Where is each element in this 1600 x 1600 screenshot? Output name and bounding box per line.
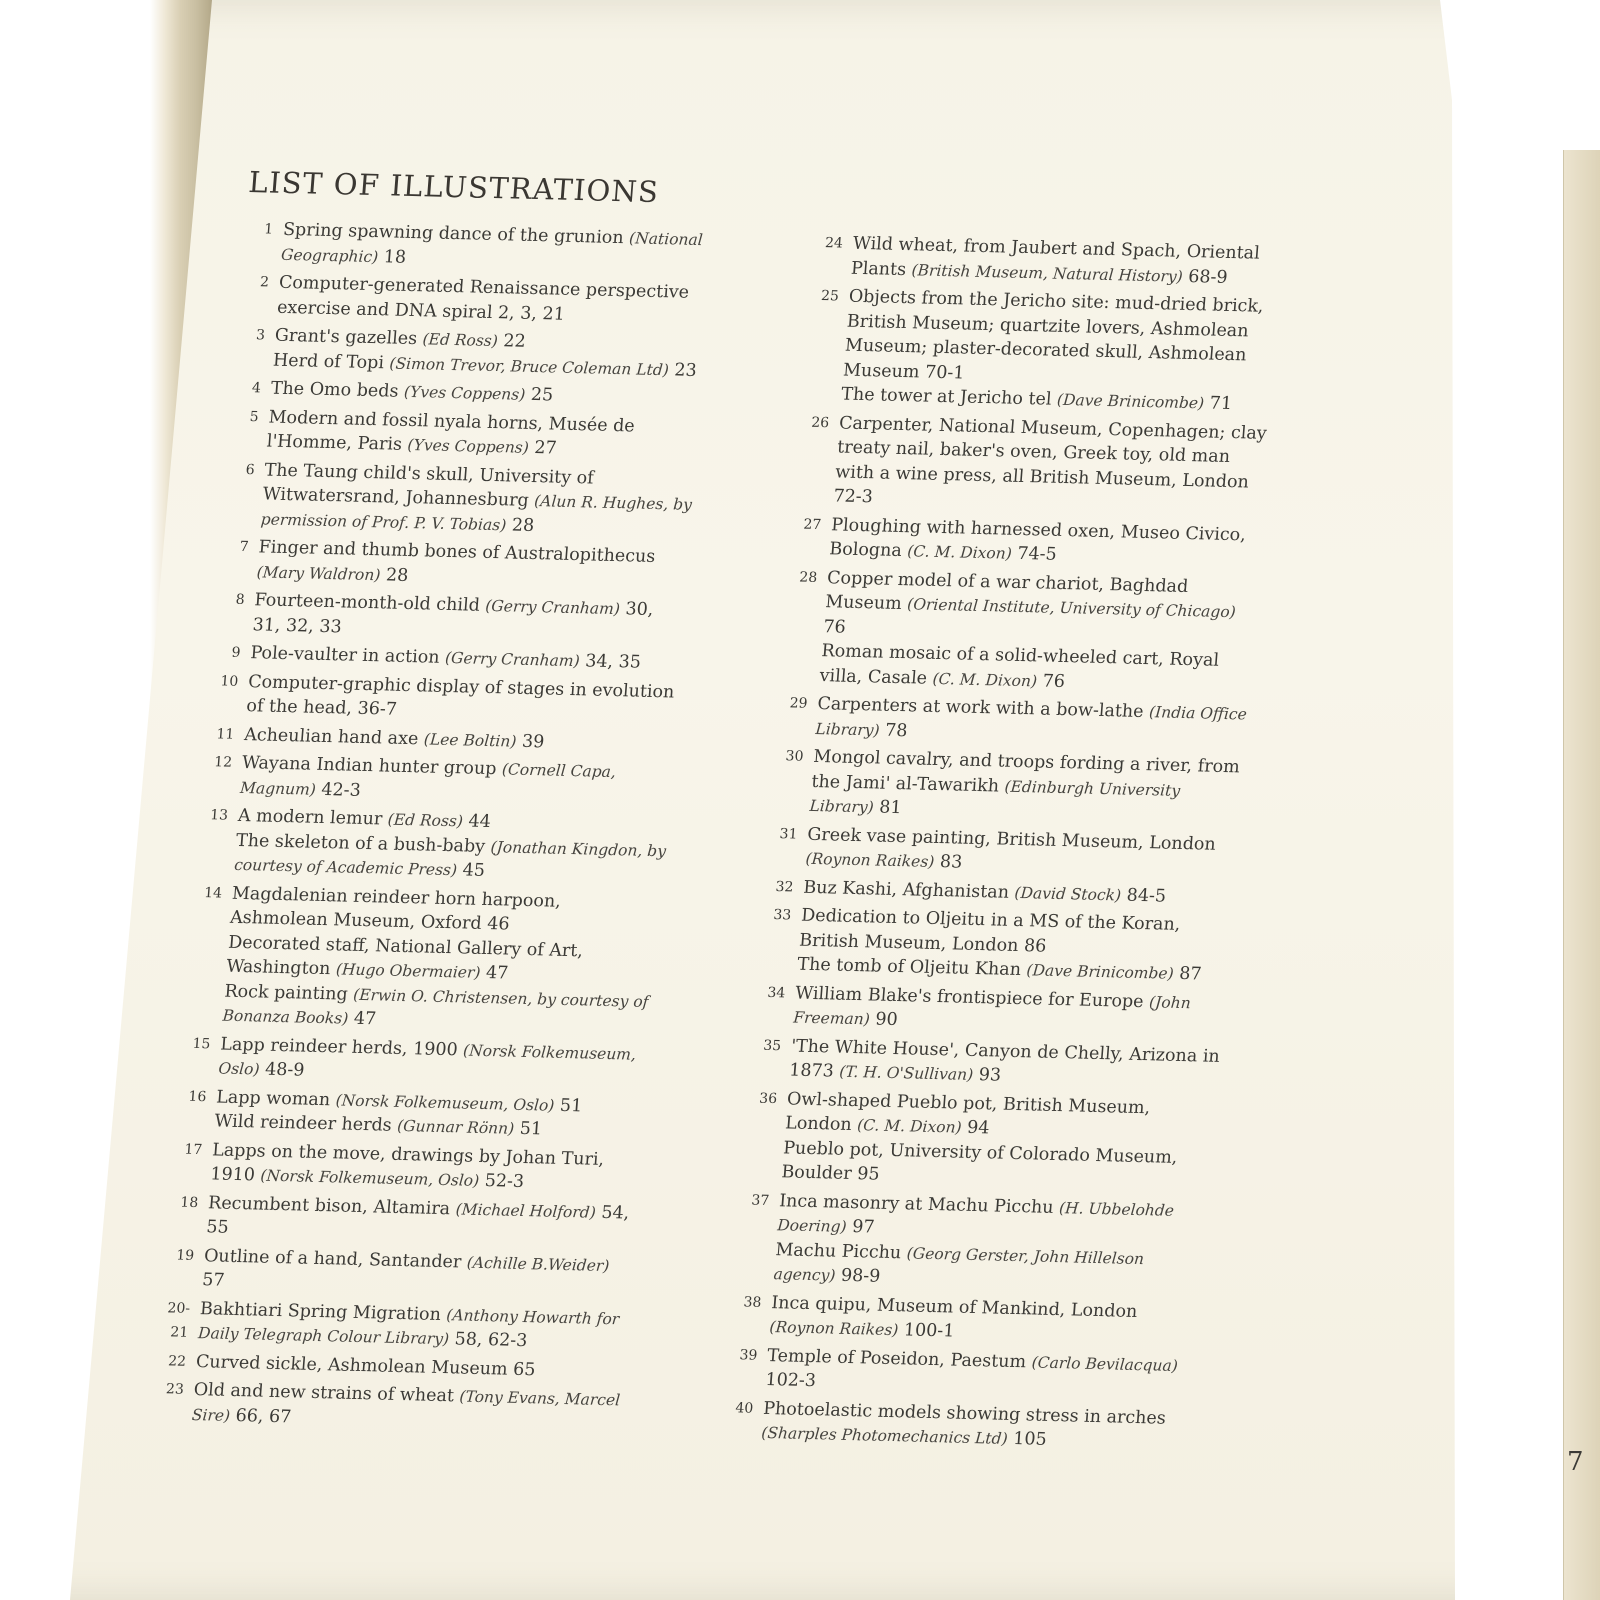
item-pages: 98-9 — [840, 1265, 882, 1287]
item-credit: (Jonathan Kingdon, by courtesy of Academic Press) — [233, 837, 667, 880]
entry-number: 32 — [774, 878, 795, 895]
entry-number: 27 — [802, 516, 822, 533]
illustration-entry — [767, 821, 1241, 881]
entry-number: 34 — [766, 984, 786, 1001]
entry-number: 37 — [750, 1192, 770, 1209]
entry-number: 4 — [251, 380, 262, 397]
item-title: Wild wheat, from Jaubert and Spach, Oriental Plants — [850, 233, 1261, 280]
entry-item — [815, 692, 1251, 751]
item-credit: (Gerry Cranham) — [444, 648, 581, 671]
entry-item — [819, 639, 1255, 698]
item-title: Outline of a hand, Santander — [203, 1245, 463, 1272]
item-title: The tomb of Oljeitu Khan — [796, 954, 1022, 981]
item-credit: (T. H. O'Sullivan) — [838, 1062, 974, 1084]
entry-item — [780, 1136, 1216, 1195]
entry-item — [792, 981, 1228, 1040]
entry-number: 30 — [784, 748, 805, 765]
item-pages: 51 — [518, 1118, 543, 1140]
entry-item — [828, 513, 1264, 572]
item-credit: (John Freeman) — [792, 992, 1192, 1029]
entry-item — [205, 1191, 641, 1250]
item-pages: 100-1 — [903, 1320, 956, 1342]
item-credit: (Michael Holford) — [455, 1199, 597, 1222]
illustration-entry — [802, 284, 1281, 418]
item-pages: 25 — [530, 384, 554, 406]
item-credit: (Gerry Cranham) — [484, 596, 621, 619]
illustration-entry — [812, 231, 1286, 291]
item-credit: (C. M. Dixon) — [906, 542, 1013, 563]
item-title: Acheulian hand axe — [243, 724, 420, 749]
entry-number: 5 — [249, 408, 260, 425]
left-column — [153, 217, 716, 1442]
item-pages: 81 — [878, 797, 903, 819]
item-pages: 68-9 — [1187, 266, 1229, 288]
item-title: Modern and fossil nyala horns, Musée de l'Homme, Paris — [266, 407, 636, 455]
entry-item — [191, 1378, 627, 1437]
page-content — [150, 165, 1450, 1492]
illustration-entry — [777, 691, 1251, 751]
item-credit: (Dave Brinicombe) — [1056, 390, 1205, 413]
entry-item — [765, 1344, 1201, 1403]
illustration-entry — [795, 410, 1272, 519]
illustration-entry — [228, 404, 702, 464]
item-title: Carpenter, National Museum, Copenhagen; clay treaty nail, baker's oven, Greek toy, old man with a wine press, all British Museum, London — [834, 412, 1268, 492]
item-pages: 76 — [1041, 671, 1066, 692]
entry-number: 6 — [245, 461, 256, 478]
item-title: Roman mosaic of a solid-wheeled cart, Royal villa, Casale — [818, 641, 1220, 689]
item-title: Wayana Indian hunter group — [241, 753, 498, 780]
item-title: Fourteen-month-old child — [253, 590, 481, 616]
entry-number: 10 — [219, 672, 239, 690]
illustration-entry — [743, 1086, 1220, 1195]
item-title: Recumbent bison, Altamira — [207, 1192, 451, 1219]
entry-number: 18 — [179, 1194, 199, 1211]
entry-number: 15 — [191, 1035, 212, 1052]
illustration-entry — [754, 980, 1228, 1040]
entry-number: 35 — [762, 1037, 782, 1054]
entry-item — [201, 1244, 637, 1303]
item-credit: (India Office Library) — [814, 703, 1248, 740]
item-title: Bakhtiari Spring Migration — [199, 1298, 442, 1325]
entry-number: 36 — [758, 1090, 778, 1107]
item-credit: (Simon Trevor, Bruce Coleman Ltd) — [388, 353, 670, 379]
entry-item — [833, 411, 1272, 519]
item-pages: 66, 67 — [234, 1405, 293, 1427]
item-pages: 70-1 — [924, 362, 966, 384]
item-title: The skeleton of a bush-baby — [235, 830, 486, 857]
illustration-entry — [750, 1033, 1224, 1093]
illustration-entry — [167, 1190, 641, 1250]
item-title: Mongol cavalry, and troops fording a river, from the Jami' al-Tawarikh — [810, 746, 1241, 796]
item-pages: 44 — [467, 811, 492, 833]
entry-item — [197, 1297, 633, 1356]
entry-item — [809, 745, 1247, 829]
entry-number: 40 — [734, 1399, 754, 1417]
item-credit: (C. M. Dixon) — [856, 1116, 963, 1137]
item-pages: 36-7 — [356, 698, 398, 720]
item-pages: 93 — [977, 1065, 1002, 1086]
item-pages: 105 — [1012, 1429, 1048, 1450]
illustration-entry — [758, 903, 1234, 988]
entry-number: 31 — [779, 825, 799, 843]
item-pages: 74-5 — [1016, 543, 1058, 565]
entry-number: 2 — [259, 274, 270, 291]
item-credit: (Oriental Institute, University of Chicago) — [906, 595, 1237, 622]
right-column — [722, 231, 1286, 1460]
page-number: 7 — [1567, 1447, 1584, 1477]
item-pages: 48-9 — [264, 1059, 306, 1081]
item-credit: (Roynon Raikes) — [804, 849, 936, 871]
item-credit: (Georg Gerster, John Hillelson agency) — [772, 1243, 1145, 1285]
item-pages: 52-3 — [483, 1171, 525, 1192]
item-credit: (Roynon Raikes) — [768, 1318, 900, 1340]
item-pages: 90 — [874, 1009, 899, 1031]
item-title: Rock painting — [223, 981, 349, 1005]
entry-number: 39 — [738, 1346, 758, 1364]
illustration-entry — [176, 1084, 650, 1144]
item-title: Computer-generated Renaissance perspective exercise and DNA spiral — [276, 272, 690, 323]
illustration-entry — [242, 217, 716, 277]
entry-item — [822, 566, 1260, 650]
item-pages: 71 — [1208, 393, 1233, 415]
illustration-entry — [222, 457, 698, 542]
item-title: Curved sickle, Ashmolean Museum — [195, 1351, 509, 1380]
entry-number: 9 — [230, 644, 242, 661]
entry-item — [760, 1396, 1196, 1455]
item-pages: 95 — [856, 1164, 881, 1185]
item-pages: 46 — [486, 914, 511, 935]
item-title: Magdalenian reindeer horn harpoon, Ashmolean Museum, Oxford — [229, 883, 562, 934]
entry-item — [276, 271, 712, 330]
entry-number: 11 — [215, 725, 235, 743]
illustration-entry — [727, 1343, 1201, 1403]
item-title: Computer-graphic display of stages in evolution of the head, — [245, 671, 676, 719]
item-credit: (Cornell Capa, Magnum) — [239, 760, 617, 799]
item-pages: 83 — [939, 852, 963, 873]
entry-number: 38 — [742, 1293, 763, 1311]
item-title: Inca quipu, Museum of Mankind, London — [770, 1292, 1139, 1322]
entry-item — [260, 458, 698, 542]
entry-number: 25 — [820, 288, 840, 305]
illustration-entry — [180, 1031, 654, 1091]
illustration-entry — [201, 750, 675, 810]
illustration-entry — [214, 587, 688, 647]
entry-number: 1 — [263, 221, 274, 238]
item-pages: 86 — [1023, 935, 1048, 957]
entry-item — [850, 232, 1286, 291]
item-title: The Taung child's skull, University of Witwatersrand, Johannesburg — [261, 459, 595, 511]
entry-number: 20-21 — [166, 1299, 191, 1341]
item-title: Greek vase painting, British Museum, London — [806, 824, 1217, 855]
item-pages: 22 — [502, 331, 527, 352]
item-title: 'The White House', Canyon de Chelly, Arizona in 1873 — [788, 1036, 1221, 1082]
item-credit: (Ed Ross) — [421, 330, 499, 351]
item-pages: 76 — [822, 616, 847, 638]
item-credit: (Sharples Photomechanics Ltd) — [760, 1423, 1009, 1448]
entry-number: 19 — [175, 1247, 195, 1264]
entry-number: 12 — [213, 754, 233, 771]
item-credit: (David Stock) — [1013, 883, 1122, 904]
item-pages: 39 — [521, 731, 546, 752]
item-title: Wild reindeer herds — [213, 1111, 393, 1136]
item-pages: 72-3 — [832, 486, 874, 508]
item-pages: 78 — [884, 720, 909, 741]
entry-item — [218, 1032, 654, 1091]
item-credit: (Achille B.Weider) — [466, 1253, 611, 1275]
item-title: Machu Picchu — [774, 1239, 903, 1263]
entry-item — [245, 670, 681, 729]
item-pages: 54, 55 — [205, 1202, 630, 1238]
illustration-entry — [735, 1188, 1212, 1297]
item-title: Lapp woman — [215, 1086, 331, 1110]
illustration-entry — [234, 323, 708, 383]
item-pages: 102-3 — [764, 1369, 817, 1392]
entry-number: 29 — [789, 695, 809, 712]
entry-item — [805, 822, 1241, 881]
entry-number: 23 — [165, 1381, 185, 1398]
item-credit: (C. M. Dixon) — [931, 669, 1038, 690]
item-title: Decorated staff, National Gallery of Art, Washington — [225, 932, 584, 980]
item-credit: (British Museum, Natural History) — [910, 260, 1184, 286]
item-credit: (Lee Boltin) — [423, 729, 518, 751]
item-pages: 42-3 — [320, 779, 362, 801]
item-title: Owl-shaped Pueblo pot, British Museum, London — [784, 1088, 1152, 1135]
item-pages: 30, 31, 32, 33 — [251, 599, 655, 637]
entry-number: 24 — [824, 235, 844, 252]
item-title: Lapps on the move, drawings by Johan Turi, 1910 — [209, 1139, 605, 1186]
entry-item — [773, 1238, 1209, 1297]
item-title: Dedication to Oljeitu in a MS of the Koran, British Museum, London — [798, 905, 1182, 956]
page-title: LIST OF ILLUSTRATIONS — [247, 165, 661, 209]
illustration-entry — [218, 534, 692, 594]
illustration-entry — [184, 880, 665, 1038]
item-pages: 65 — [512, 1359, 537, 1380]
illustration-entry — [790, 512, 1264, 572]
item-title: Spring spawning dance of the grunion — [282, 219, 625, 249]
item-title: William Blake's frontispiece for Europe — [794, 983, 1145, 1012]
entry-item — [842, 285, 1281, 393]
item-title: Ploughing with harnessed oxen, Museo Civico, Bologna — [828, 514, 1247, 562]
next-page-edge — [1563, 150, 1600, 1600]
illustration-entry — [238, 270, 712, 330]
illustration-entry — [731, 1290, 1205, 1350]
entry-number: 14 — [203, 884, 223, 902]
item-pages: 87 — [1178, 963, 1203, 985]
item-title: Temple of Poseidon, Paestum — [766, 1345, 1027, 1372]
item-pages: 34, 35 — [584, 651, 642, 673]
item-credit: (Carlo Bevilacqua) — [1031, 1352, 1179, 1375]
entry-number: 7 — [239, 538, 250, 556]
item-title: Finger and thumb bones of Australopithecus — [257, 537, 657, 568]
item-pages: 23 — [673, 359, 698, 381]
entry-number: 26 — [810, 414, 830, 431]
illustration-entry — [171, 1137, 645, 1197]
entry-item — [239, 751, 675, 810]
item-title: Old and new strains of wheat — [193, 1380, 455, 1407]
item-pages: 28 — [511, 515, 535, 536]
item-credit: (Edinburgh University Library) — [808, 777, 1181, 817]
item-title: Carpenters at work with a bow-lathe — [816, 694, 1145, 722]
item-credit: (Erwin O. Christensen, by courtesy of Bonanza Books) — [221, 985, 650, 1028]
item-title: The tower at Jericho tel — [840, 384, 1053, 410]
item-credit: (Norsk Folkemuseum, Oslo) — [259, 1166, 480, 1190]
item-title: Photoelastic models showing stress in arches — [762, 1398, 1167, 1429]
item-pages: 45 — [461, 860, 486, 881]
entry-item — [209, 1138, 645, 1197]
item-pages: 47 — [353, 1008, 377, 1030]
entry-number: 3 — [255, 327, 266, 344]
item-pages: 51 — [559, 1095, 584, 1116]
item-credit: (Alun R. Hughes, by permission of Prof. P. V. Tobias) — [260, 492, 693, 534]
illustration-entry — [159, 1296, 633, 1356]
entry-item — [222, 979, 658, 1038]
item-title: Copper model of a war chariot, Baghdad Museum — [824, 567, 1190, 615]
entry-number: 8 — [235, 591, 246, 608]
item-credit: (Ed Ross) — [387, 810, 464, 831]
item-credit: (Dave Brinicombe) — [1025, 961, 1175, 983]
item-pages: 84-5 — [1125, 885, 1167, 907]
illustration-entry — [163, 1243, 637, 1303]
item-credit: (Anthony Howarth for Daily Telegraph Colour Library) — [197, 1305, 620, 1349]
item-pages: 2, 3, 21 — [497, 302, 566, 325]
item-credit: (Norsk Folkemuseum, Oslo) — [335, 1090, 556, 1115]
item-pages: 57 — [201, 1270, 226, 1291]
item-pages: 18 — [383, 246, 407, 268]
entry-item — [233, 828, 669, 887]
entry-number: 28 — [798, 569, 818, 586]
illustration-entry — [722, 1396, 1196, 1456]
item-credit: (National Geographic) — [280, 229, 704, 266]
item-credit: (Mary Waldron) — [256, 562, 382, 584]
item-credit: (Yves Coppens) — [406, 435, 530, 457]
illustration-entry — [195, 803, 671, 888]
item-pages: 27 — [533, 438, 558, 459]
illustration-entry — [771, 744, 1247, 829]
item-title: Pole-vaulter in action — [249, 643, 441, 668]
illustration-entry — [781, 565, 1260, 699]
item-credit: (Hugo Obermaier) — [335, 960, 482, 982]
illustration-entry — [153, 1377, 627, 1437]
item-pages: 58, 62-3 — [453, 1329, 529, 1352]
entry-number: 13 — [209, 807, 229, 824]
item-credit: (Yves Coppens) — [403, 382, 527, 404]
item-title: Herd of Topi — [272, 350, 385, 373]
item-pages: 97 — [851, 1217, 876, 1238]
item-title: Buz Kashi, Afghanistan — [802, 877, 1010, 903]
item-title: Pueblo pot, University of Colorado Museum, Boulder — [780, 1137, 1179, 1184]
entry-item — [769, 1291, 1205, 1350]
entry-item — [788, 1034, 1224, 1093]
item-title: Grant's gazelles — [274, 325, 418, 350]
entry-number: 22 — [167, 1352, 187, 1370]
item-credit: (Norsk Folkemuseum, Oslo) — [217, 1040, 637, 1079]
item-credit: (H. Ubbelohde Doering) — [776, 1198, 1175, 1236]
entry-item — [266, 405, 702, 464]
item-credit: (Gunnar Rönn) — [396, 1116, 515, 1138]
item-title: Lapp reindeer herds, 1900 — [219, 1034, 459, 1060]
item-pages: 28 — [385, 564, 410, 586]
illustration-entry — [207, 669, 681, 729]
entry-item — [256, 535, 692, 594]
entry-number: 33 — [772, 907, 792, 924]
entry-item — [252, 588, 688, 647]
item-title: Inca masonry at Machu Picchu — [778, 1190, 1055, 1218]
item-pages: 94 — [966, 1117, 991, 1139]
item-title: Objects from the Jericho site: mud-dried brick, British Museum; quartzite lovers, Ashmolean Museum; plaster-decorated skull, Ashmolean Museum — [842, 286, 1265, 382]
item-credit: (Tony Evans, Marcel Sire) — [191, 1387, 621, 1425]
entry-item — [280, 218, 716, 277]
item-title: The Omo beds — [270, 378, 400, 402]
item-pages: 47 — [485, 963, 510, 984]
entry-number: 17 — [183, 1141, 203, 1158]
item-title: A modern lemur — [237, 805, 383, 830]
entry-number: 16 — [187, 1088, 207, 1105]
